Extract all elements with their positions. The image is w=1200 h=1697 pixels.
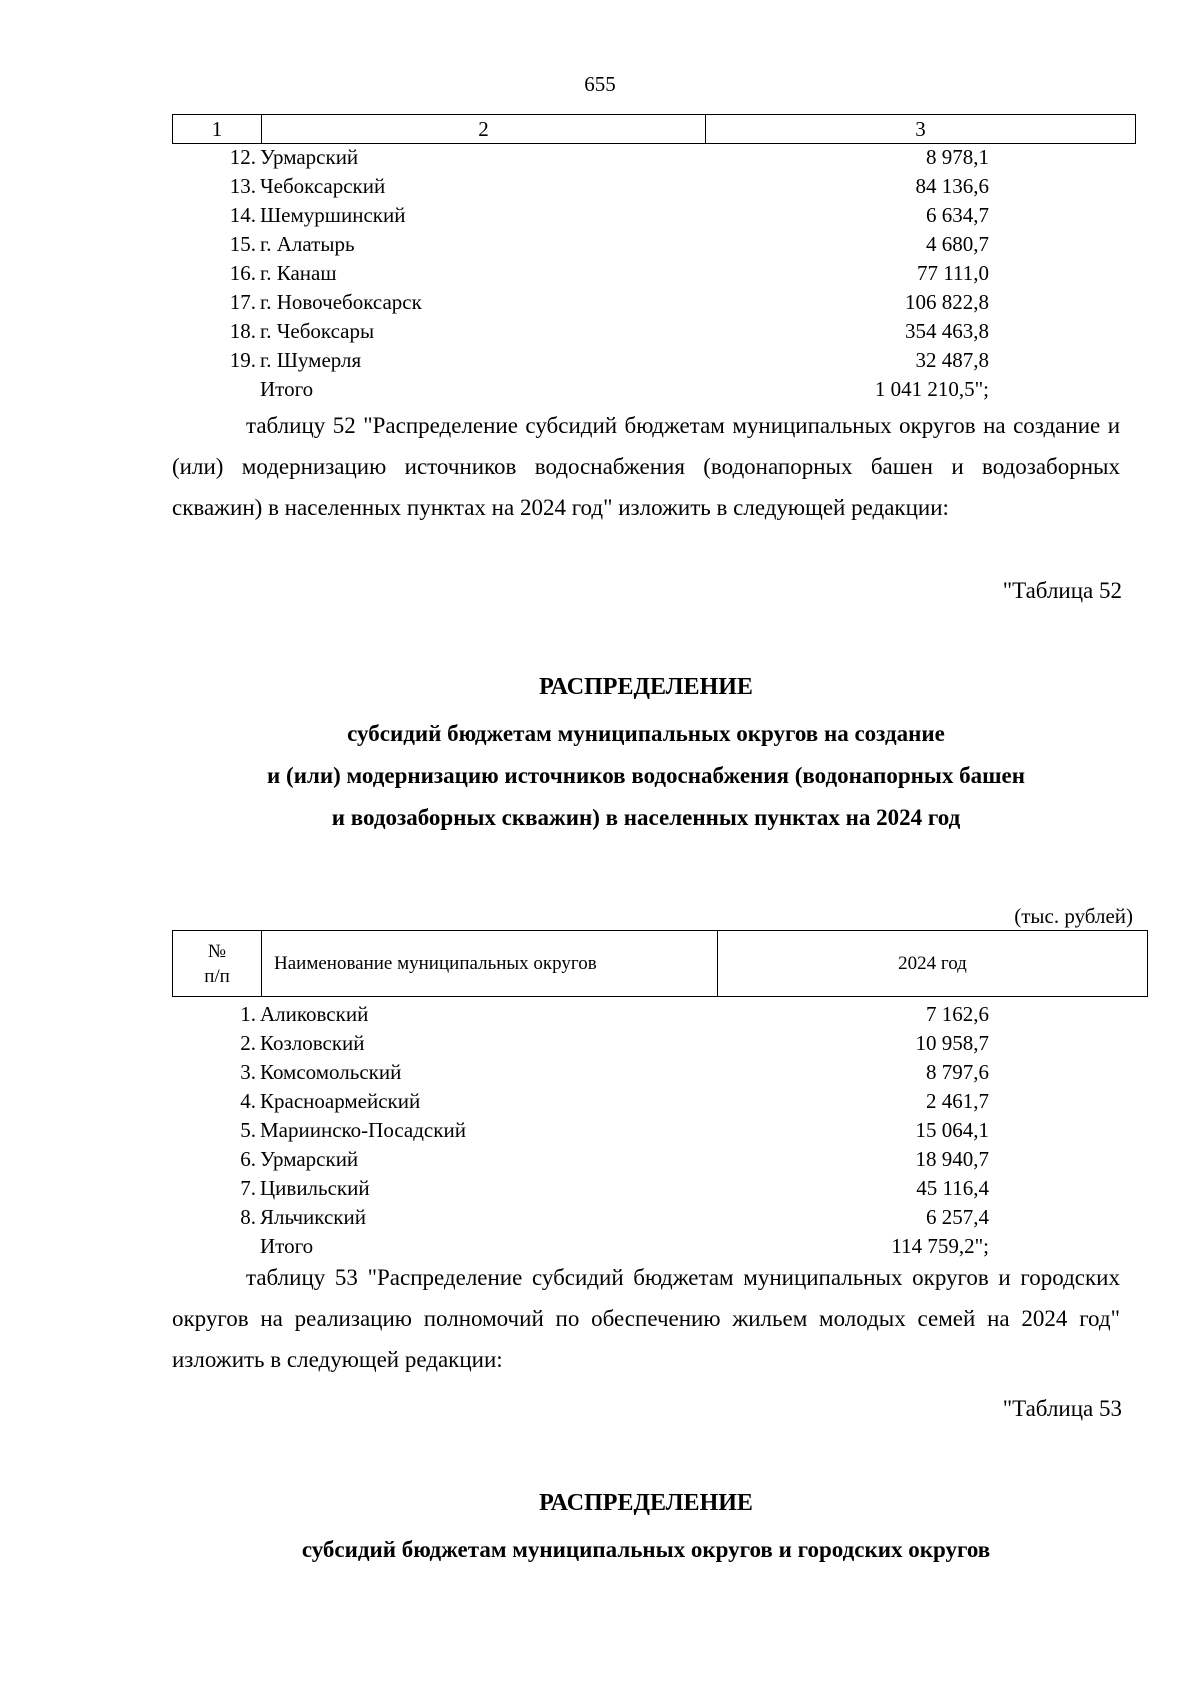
row-name: Комсомольский: [260, 1060, 402, 1084]
table-row: [172, 1116, 1132, 1145]
row-number: 1.: [240, 1002, 256, 1026]
table-row: [172, 317, 1132, 346]
row-value: 77 111,0: [917, 261, 989, 285]
row-number: 8.: [240, 1205, 256, 1229]
table1-header-col1: 1: [173, 115, 262, 144]
table2-header-name: Наименование муниципальных округов: [262, 931, 718, 997]
row-name: Шемуршинский: [260, 203, 406, 227]
paragraph-table53-intro: таблицу 53 "Распределение субсидий бюджетам муниципальных округов и городских округов на реализацию полномочий по обеспечению жильем молодых семей на 2024 год" изложить в следующей редакции:: [172, 1265, 1120, 1372]
table52-subtitle-line: и водозаборных скважин) в населенных пунктах на 2024 год: [331, 805, 961, 830]
units-label: (тыс. рублей): [1014, 904, 1133, 928]
row-number: 5.: [240, 1118, 256, 1142]
table2-header-number: [173, 931, 262, 997]
row-value: 32 487,8: [915, 348, 989, 372]
row-value: 7 162,6: [926, 1002, 989, 1026]
row-value: 15 064,1: [915, 1118, 989, 1142]
row-number: 7.: [240, 1176, 256, 1200]
row-name: г. Новочебоксарск: [260, 290, 422, 314]
row-name: Козловский: [260, 1031, 365, 1055]
row-name: Аликовский: [260, 1002, 369, 1026]
table-row: [172, 1203, 1132, 1232]
table1-header: [172, 114, 1136, 144]
row-number: 19.: [229, 348, 256, 372]
table-row: [172, 288, 1132, 317]
table52-subtitle: [172, 713, 1120, 839]
table52-subtitle-line: и (или) модернизацию источников водоснабжения (водонапорных башен: [267, 763, 1025, 788]
row-name: Урмарский: [260, 1147, 359, 1171]
row-value: 2 461,7: [926, 1089, 989, 1113]
row-number: 16.: [229, 261, 256, 285]
header-number-line: п/п: [204, 965, 230, 987]
table-total-row: [172, 375, 1132, 404]
table-row: [172, 259, 1132, 288]
row-number: 14.: [229, 203, 256, 227]
row-number: 18.: [229, 319, 256, 343]
total-label: Итого: [260, 1234, 314, 1258]
table-row: [172, 201, 1132, 230]
row-name: Урмарский: [260, 145, 359, 169]
row-number: 15.: [229, 232, 256, 256]
table52-subtitle-line: субсидий бюджетам муниципальных округов на создание: [347, 721, 945, 746]
table-row: [172, 346, 1132, 375]
table53-reference: "Таблица 53: [1002, 1396, 1122, 1421]
row-value: 45 116,4: [916, 1176, 989, 1200]
header-number-line: №: [207, 940, 227, 962]
row-number: 6.: [240, 1147, 256, 1171]
table-row: [172, 1174, 1132, 1203]
row-value: 8 797,6: [926, 1060, 989, 1084]
row-value: 10 958,7: [915, 1031, 989, 1055]
row-value: 84 136,6: [915, 174, 989, 198]
row-value: 6 257,4: [926, 1205, 989, 1229]
row-value: 6 634,7: [926, 203, 989, 227]
table52-reference: "Таблица 52: [1002, 578, 1122, 603]
row-value: 18 940,7: [915, 1147, 989, 1171]
total-label: Итого: [260, 377, 314, 401]
table-row: [172, 172, 1132, 201]
table2-rows: [172, 1000, 1132, 1261]
row-number: 12.: [229, 145, 256, 169]
table-row: [172, 1145, 1132, 1174]
row-value: 354 463,8: [905, 319, 989, 343]
table1-header-col2: 2: [262, 115, 706, 144]
row-number: 17.: [229, 290, 256, 314]
row-name: Красноармейский: [260, 1089, 421, 1113]
table53-subtitle: субсидий бюджетам муниципальных округов и городских округов: [301, 1537, 991, 1562]
table2-header: [172, 930, 1148, 997]
page-number: 655: [584, 72, 616, 96]
row-name: г. Шумерля: [260, 348, 362, 372]
row-name: г. Чебоксары: [260, 319, 375, 343]
table-row: [172, 230, 1132, 259]
row-value: 106 822,8: [905, 290, 989, 314]
row-name: г. Канаш: [260, 261, 337, 285]
paragraph-table52-intro: таблицу 52 "Распределение субсидий бюджетам муниципальных округов на создание и (или) модернизацию источников водоснабжения (водонапорных башен и водозаборных скважин) в населенных пунктах на 2024 год" изложить в следующей редакции:: [172, 413, 1120, 520]
table1-header-col3: 3: [706, 115, 1136, 144]
row-name: Чебоксарский: [260, 174, 386, 198]
table-row: [172, 1029, 1132, 1058]
row-name: Яльчикский: [260, 1205, 366, 1229]
row-number: 3.: [240, 1060, 256, 1084]
table52-title: РАСПРЕДЕЛЕНИЕ: [539, 674, 753, 700]
row-value: 4 680,7: [926, 232, 989, 256]
table53-title: РАСПРЕДЕЛЕНИЕ: [539, 1490, 753, 1516]
row-name: Мариинско-Посадский: [260, 1118, 466, 1142]
total-value: 1 041 210,5";: [874, 377, 989, 401]
row-name: Цивильский: [260, 1176, 370, 1200]
table1-rows: [172, 143, 1132, 404]
row-number: 2.: [240, 1031, 256, 1055]
table-row: [172, 1087, 1132, 1116]
table2-header-year: 2024 год: [718, 931, 1148, 997]
table-row: [172, 143, 1132, 172]
table-row: [172, 1000, 1132, 1029]
row-number: 13.: [229, 174, 256, 198]
total-value: 114 759,2";: [891, 1234, 989, 1258]
row-number: 4.: [240, 1089, 256, 1113]
table-row: [172, 1058, 1132, 1087]
row-name: г. Алатырь: [260, 232, 355, 256]
row-value: 8 978,1: [926, 145, 989, 169]
